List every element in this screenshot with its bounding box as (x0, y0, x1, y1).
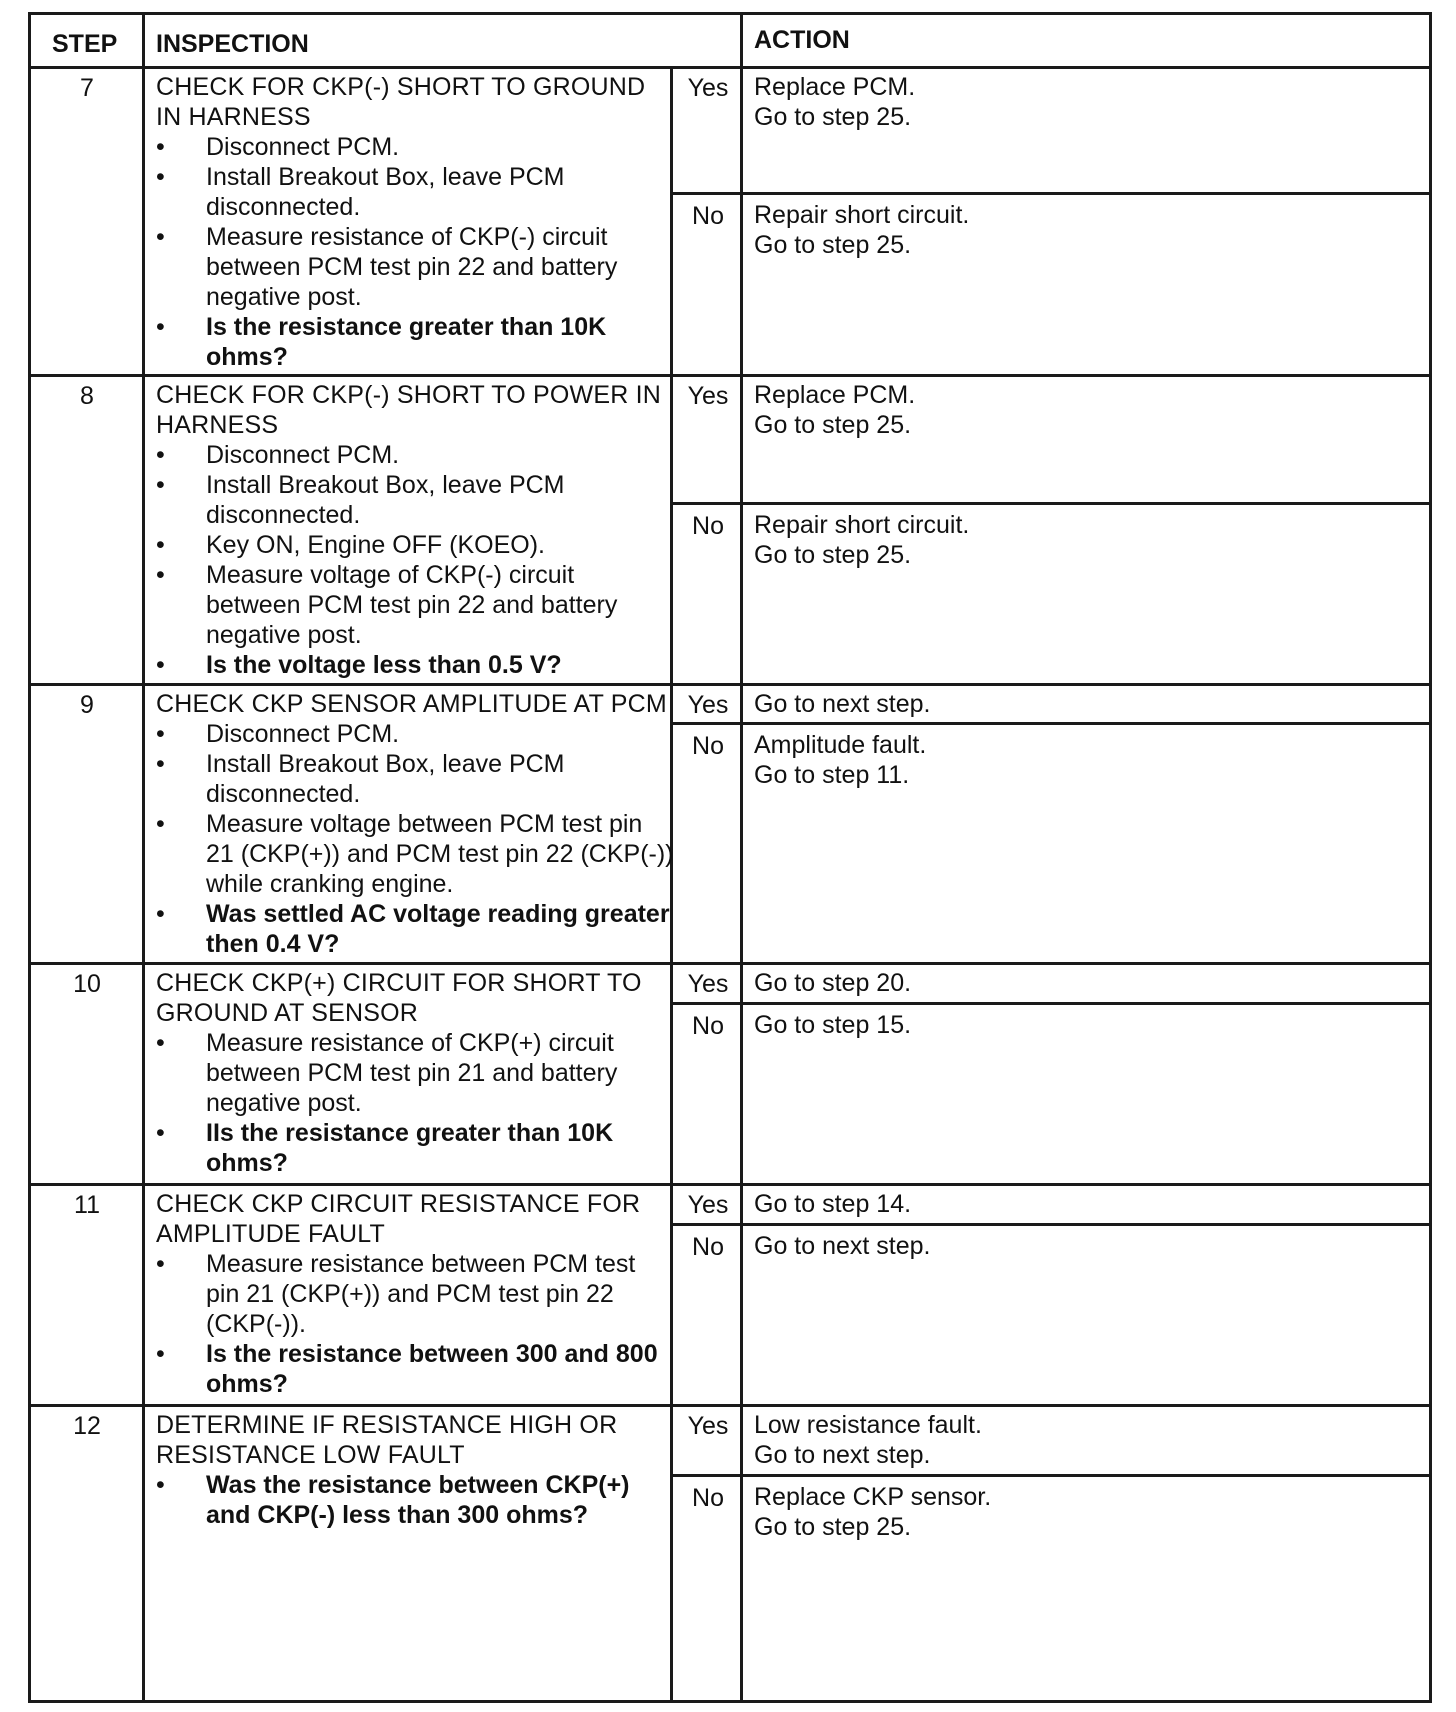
yes-no-divider (670, 502, 1432, 505)
row-divider (28, 683, 1432, 686)
no-action: Repair short circuit. (754, 201, 970, 229)
yes-action: Go to next step. (754, 690, 931, 718)
header-step: STEP (52, 30, 118, 58)
bullet-icon: • (156, 561, 165, 589)
no-action: Go to step 11. (754, 761, 910, 789)
inspection-question (156, 1147, 666, 1180)
inspection-text: Install Breakout Box, leave PCM (206, 471, 565, 499)
inspection-step (156, 808, 666, 841)
inspection-text: Measure voltage between PCM test pin (206, 810, 643, 838)
inspection-text: Is the resistance between 300 and 800 (206, 1340, 658, 1368)
inspection-question (156, 649, 666, 682)
inspection-text: Measure resistance of CKP(+) circuit (206, 1029, 614, 1057)
yes-no-divider (670, 1474, 1432, 1477)
no-action: Go to step 25. (754, 541, 912, 569)
inspection-text: ohms? (206, 1370, 288, 1398)
bullet-icon: • (156, 810, 165, 838)
inspection-step (156, 131, 666, 164)
no-label: No (692, 732, 724, 760)
bullet-icon: • (156, 651, 165, 679)
inspection-text: Measure voltage of CKP(-) circuit (206, 561, 575, 589)
no-action: Go to step 15. (754, 1011, 912, 1039)
row-divider (28, 1404, 1432, 1407)
action-column-divider (740, 12, 743, 1702)
step-number: 9 (80, 691, 94, 719)
inspection-step (156, 161, 666, 194)
yes-label: Yes (687, 970, 729, 998)
inspection-title: CHECK FOR CKP(-) SHORT TO POWER IN (156, 381, 661, 409)
bullet-icon: • (156, 313, 165, 341)
inspection-step (156, 191, 666, 224)
inspection-question (156, 898, 670, 931)
no-label: No (692, 1484, 724, 1512)
yes-action: Go to step 25. (754, 103, 912, 131)
yes-label: Yes (687, 74, 729, 102)
yes-action: Go to step 25. (754, 411, 912, 439)
header-action: ACTION (754, 26, 850, 54)
yes-action: Replace PCM. (754, 73, 916, 101)
yes-label: Yes (687, 691, 729, 719)
inspection-title: CHECK CKP CIRCUIT RESISTANCE FOR (156, 1190, 641, 1218)
inspection-text: Is the voltage less than 0.5 V? (206, 651, 562, 679)
inspection-text: Was settled AC voltage reading greater (206, 900, 670, 928)
table-border-right (1429, 12, 1432, 1702)
table-border-left (28, 12, 31, 1702)
inspection-step (156, 589, 666, 622)
inspection-text: and CKP(-) less than 300 ohms? (206, 1501, 589, 1529)
no-label: No (692, 1233, 724, 1261)
table-border-top (28, 12, 1432, 15)
inspection-text: between PCM test pin 22 and battery (206, 591, 618, 619)
step-number: 12 (73, 1412, 101, 1440)
inspection-question (156, 1499, 666, 1532)
inspection-step (156, 1308, 666, 1341)
yes-label: Yes (687, 1412, 729, 1440)
step-number: 7 (80, 74, 94, 102)
bullet-icon: • (156, 1340, 165, 1368)
bullet-icon: • (156, 133, 165, 161)
inspection-title: CHECK CKP SENSOR AMPLITUDE AT PCM (156, 690, 667, 718)
inspection-text: IIs the resistance greater than 10K (206, 1119, 614, 1147)
inspection-step (156, 1027, 666, 1060)
yes-action: Low resistance fault. (754, 1411, 982, 1439)
inspection-step (156, 499, 666, 532)
inspection-title: GROUND AT SENSOR (156, 999, 419, 1027)
inspection-text: negative post. (206, 1089, 362, 1117)
inspection-step (156, 838, 674, 871)
step-number: 10 (73, 970, 101, 998)
bullet-icon: • (156, 471, 165, 499)
row-divider (28, 962, 1432, 965)
inspection-title: AMPLITUDE FAULT (156, 1220, 385, 1248)
inspection-text: disconnected. (206, 193, 361, 221)
bullet-icon: • (156, 750, 165, 778)
yes-action: Go to step 20. (754, 969, 912, 997)
no-action: Go to next step. (754, 1232, 931, 1260)
inspection-text: negative post. (206, 621, 362, 649)
inspection-text: Was the resistance between CKP(+) (206, 1471, 630, 1499)
inspection-question (156, 341, 666, 374)
no-action: Repair short circuit. (754, 511, 970, 539)
inspection-step (156, 559, 666, 592)
inspection-title: DETERMINE IF RESISTANCE HIGH OR (156, 1411, 618, 1439)
inspection-text: negative post. (206, 283, 362, 311)
step-number: 8 (80, 382, 94, 410)
inspection-step (156, 1057, 666, 1090)
inspection-text: Measure resistance of CKP(-) circuit (206, 223, 608, 251)
inspection-step (156, 868, 666, 901)
inspection-text: then 0.4 V? (206, 930, 340, 958)
yes-label: Yes (687, 382, 729, 410)
step-number: 11 (74, 1191, 100, 1219)
table-border-bottom (28, 1700, 1432, 1703)
inspection-text: 21 (CKP(+)) and PCM test pin 22 (CKP(-)) (206, 840, 674, 868)
inspection-step (156, 469, 666, 502)
diagnostic-table (28, 12, 1432, 1702)
yes-no-divider (670, 192, 1432, 195)
yes-no-divider (670, 1002, 1432, 1005)
header-divider (28, 66, 1432, 69)
no-action: Replace CKP sensor. (754, 1483, 992, 1511)
yes-label: Yes (687, 1191, 729, 1219)
inspection-question (156, 1368, 666, 1401)
inspection-text: disconnected. (206, 780, 361, 808)
inspection-question (156, 1117, 666, 1150)
inspection-text: while cranking engine. (206, 870, 454, 898)
inspection-step (156, 1087, 666, 1120)
bullet-icon: • (156, 720, 165, 748)
inspection-text: ohms? (206, 343, 288, 371)
inspection-step (156, 619, 666, 652)
inspection-title: CHECK FOR CKP(-) SHORT TO GROUND (156, 73, 646, 101)
no-label: No (692, 202, 724, 230)
yes-no-divider (670, 722, 1432, 725)
inspection-text: Disconnect PCM. (206, 441, 400, 469)
inspection-text: Install Breakout Box, leave PCM (206, 750, 565, 778)
inspection-step (156, 718, 666, 751)
no-label: No (692, 1012, 724, 1040)
inspection-title: IN HARNESS (156, 103, 311, 131)
bullet-icon: • (156, 223, 165, 251)
inspection-step (156, 439, 666, 472)
inspection-step (156, 251, 666, 284)
inspection-text: pin 21 (CKP(+)) and PCM test pin 22 (206, 1280, 614, 1308)
inspection-title: HARNESS (156, 411, 279, 439)
inspection-step (156, 748, 666, 781)
inspection-text: Disconnect PCM. (206, 133, 400, 161)
bullet-icon: • (156, 441, 165, 469)
no-action: Go to step 25. (754, 231, 912, 259)
inspection-title: CHECK CKP(+) CIRCUIT FOR SHORT TO (156, 969, 642, 997)
inspection-question (156, 1338, 666, 1371)
inspection-step (156, 1278, 666, 1311)
bullet-icon: • (156, 1029, 165, 1057)
bullet-icon: • (156, 163, 165, 191)
bullet-icon: • (156, 1471, 165, 1499)
yes-action: Go to step 14. (754, 1190, 912, 1218)
no-label: No (692, 512, 724, 540)
inspection-column-divider (670, 66, 673, 1702)
inspection-text: disconnected. (206, 501, 361, 529)
yes-action: Replace PCM. (754, 381, 916, 409)
row-divider (28, 1183, 1432, 1186)
inspection-question (156, 1469, 666, 1502)
inspection-text: Measure resistance between PCM test (206, 1250, 636, 1278)
inspection-step (156, 529, 666, 562)
inspection-text: ohms? (206, 1149, 288, 1177)
inspection-text: between PCM test pin 22 and battery (206, 253, 618, 281)
bullet-icon: • (156, 531, 165, 559)
inspection-step (156, 221, 666, 254)
no-action: Go to step 25. (754, 1513, 912, 1541)
inspection-text: (CKP(-)). (206, 1310, 306, 1338)
inspection-text: between PCM test pin 21 and battery (206, 1059, 618, 1087)
inspection-title: RESISTANCE LOW FAULT (156, 1441, 465, 1469)
step-column-divider (142, 12, 145, 1702)
inspection-step (156, 778, 666, 811)
inspection-step (156, 1248, 666, 1281)
inspection-text: Disconnect PCM. (206, 720, 400, 748)
inspection-text: Install Breakout Box, leave PCM (206, 163, 565, 191)
bullet-icon: • (156, 1119, 165, 1147)
yes-action: Go to next step. (754, 1441, 931, 1469)
inspection-step (156, 281, 666, 314)
inspection-text: Is the resistance greater than 10K (206, 313, 607, 341)
bullet-icon: • (156, 1250, 165, 1278)
row-divider (28, 374, 1432, 377)
header-inspection: INSPECTION (156, 30, 309, 58)
inspection-text: Key ON, Engine OFF (KOEO). (206, 531, 545, 559)
inspection-question (156, 928, 666, 961)
inspection-question (156, 311, 666, 344)
yes-no-divider (670, 1223, 1432, 1226)
bullet-icon: • (156, 900, 165, 928)
no-action: Amplitude fault. (754, 731, 927, 759)
